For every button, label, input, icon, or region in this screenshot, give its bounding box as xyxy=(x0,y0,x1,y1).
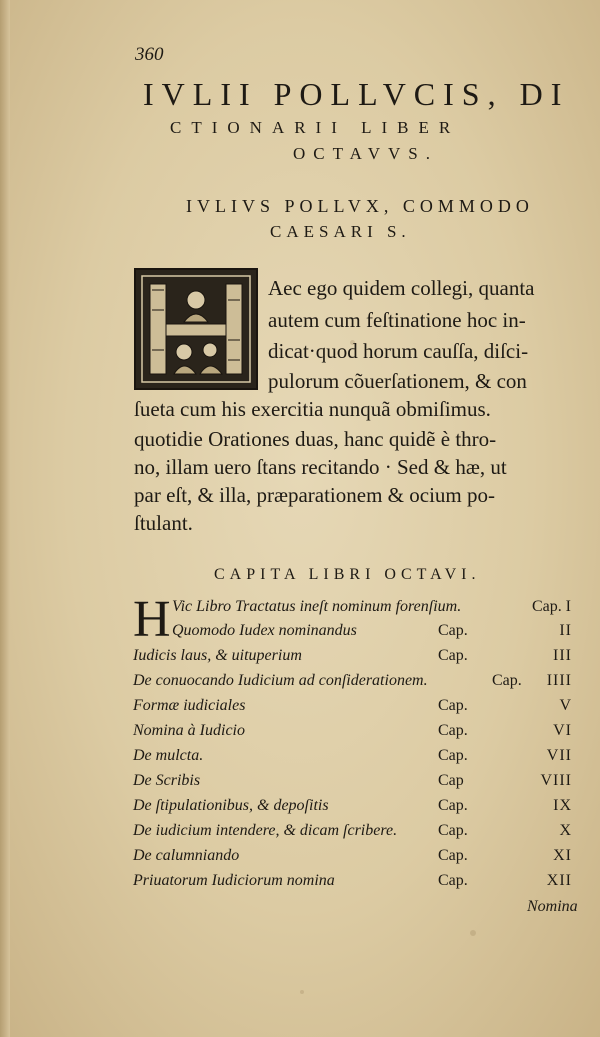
chapter-title: De Scribis xyxy=(133,772,201,789)
title-line-1: IVLII POLLVCIS, DI xyxy=(143,76,570,112)
contents-row xyxy=(0,697,600,721)
contents-row xyxy=(0,672,600,696)
chapter-cap-label: Cap. xyxy=(492,672,522,689)
contents-row xyxy=(0,622,600,646)
chapter-cap-label: Cap. xyxy=(438,697,468,714)
body-line-9: ſtulant. xyxy=(134,511,193,535)
paper-speck xyxy=(300,990,304,994)
body-line-8: par eſt, & illa, præparationem & ocium po- xyxy=(134,483,495,507)
page-number: 360 xyxy=(135,44,164,65)
body-line-2: autem cum feſtinatione hoc in- xyxy=(268,308,526,332)
contents-row xyxy=(0,598,600,622)
contents-row xyxy=(0,647,600,671)
chapter-title: De conuocando Iudicium ad conſiderationem. xyxy=(133,672,428,689)
chapter-number: XI xyxy=(553,847,572,864)
contents-row xyxy=(0,772,600,796)
dedication-line-2: CAESARI S. xyxy=(270,222,411,241)
chapter-title: De mulcta. xyxy=(133,747,204,764)
chapter-number: III xyxy=(553,647,572,664)
chapter-number: VII xyxy=(546,747,572,764)
chapter-title: De ſtipulationibus, & depoſitis xyxy=(133,797,329,814)
body-line-4: pulorum cõuerſationem, & con xyxy=(268,369,527,393)
contents-row xyxy=(0,872,600,896)
chapter-cap-label: Cap. xyxy=(532,598,562,615)
body-line-3: dicat·quod horum cauſſa, diſci- xyxy=(268,339,529,363)
body-line-5: ſueta cum his exercitia nunquã obmiſimus. xyxy=(134,397,491,421)
chapter-number: IX xyxy=(553,797,572,814)
chapter-title: Iudicis laus, & uituperium xyxy=(133,647,302,664)
body-line-6: quotidie Orationes duas, hanc quidẽ è thro- xyxy=(134,427,497,451)
chapter-title: De iudicium intendere, & dicam ſcribere. xyxy=(133,822,398,839)
chapter-number: IIII xyxy=(546,672,572,689)
chapter-number: VI xyxy=(553,722,572,739)
contents-heading: CAPITA LIBRI OCTAVI. xyxy=(214,566,481,583)
chapter-cap-label: Cap. xyxy=(438,822,468,839)
chapter-title: Priuatorum Iudiciorum nomina xyxy=(133,872,335,889)
chapter-cap-label: Cap. xyxy=(438,622,468,639)
chapter-title: Quomodo Iudex nominandus xyxy=(172,622,357,639)
contents-row xyxy=(0,822,600,846)
contents-initial: H xyxy=(133,591,171,648)
chapter-cap-label: Cap xyxy=(438,772,464,789)
chapter-number: II xyxy=(559,622,572,639)
body-line-1: Aec ego quidem collegi, quanta xyxy=(268,276,535,300)
contents-row xyxy=(0,847,600,871)
chapter-cap-label: Cap. xyxy=(438,722,468,739)
chapter-number: I xyxy=(565,598,572,615)
chapter-cap-label: Cap. xyxy=(438,747,468,764)
chapter-cap-label: Cap. xyxy=(438,797,468,814)
woodcut-figures-icon xyxy=(136,270,256,388)
chapter-title: De calumniando xyxy=(133,847,240,864)
chapter-cap-label: Cap. xyxy=(438,872,468,889)
chapter-title: Nomina à Iudicio xyxy=(133,722,245,739)
contents-row xyxy=(0,722,600,746)
chapter-title: Vic Libro Tractatus ineſt nominum forenſium. xyxy=(172,598,462,615)
body-line-7: no, illam uero ſtans recitando · Sed & hæ, ut xyxy=(134,455,507,479)
title-line-2: CTIONARII LIBER xyxy=(170,118,461,137)
paper-speck xyxy=(470,930,476,936)
chapter-number: V xyxy=(559,697,572,714)
chapter-title: Formæ iudiciales xyxy=(133,697,246,714)
chapter-number: VIII xyxy=(540,772,572,789)
chapter-cap-label: Cap. xyxy=(438,847,468,864)
chapter-cap-label: Cap. xyxy=(438,647,468,664)
woodcut-initial xyxy=(134,268,258,390)
dedication-line-1: IVLIVS POLLVX, COMMODO xyxy=(186,196,534,216)
contents-row xyxy=(0,747,600,771)
chapter-number: XII xyxy=(546,872,572,889)
title-line-3: OCTAVVS. xyxy=(293,144,438,163)
contents-row xyxy=(0,797,600,821)
chapter-number: X xyxy=(559,822,572,839)
catchword: Nomina xyxy=(527,898,578,915)
